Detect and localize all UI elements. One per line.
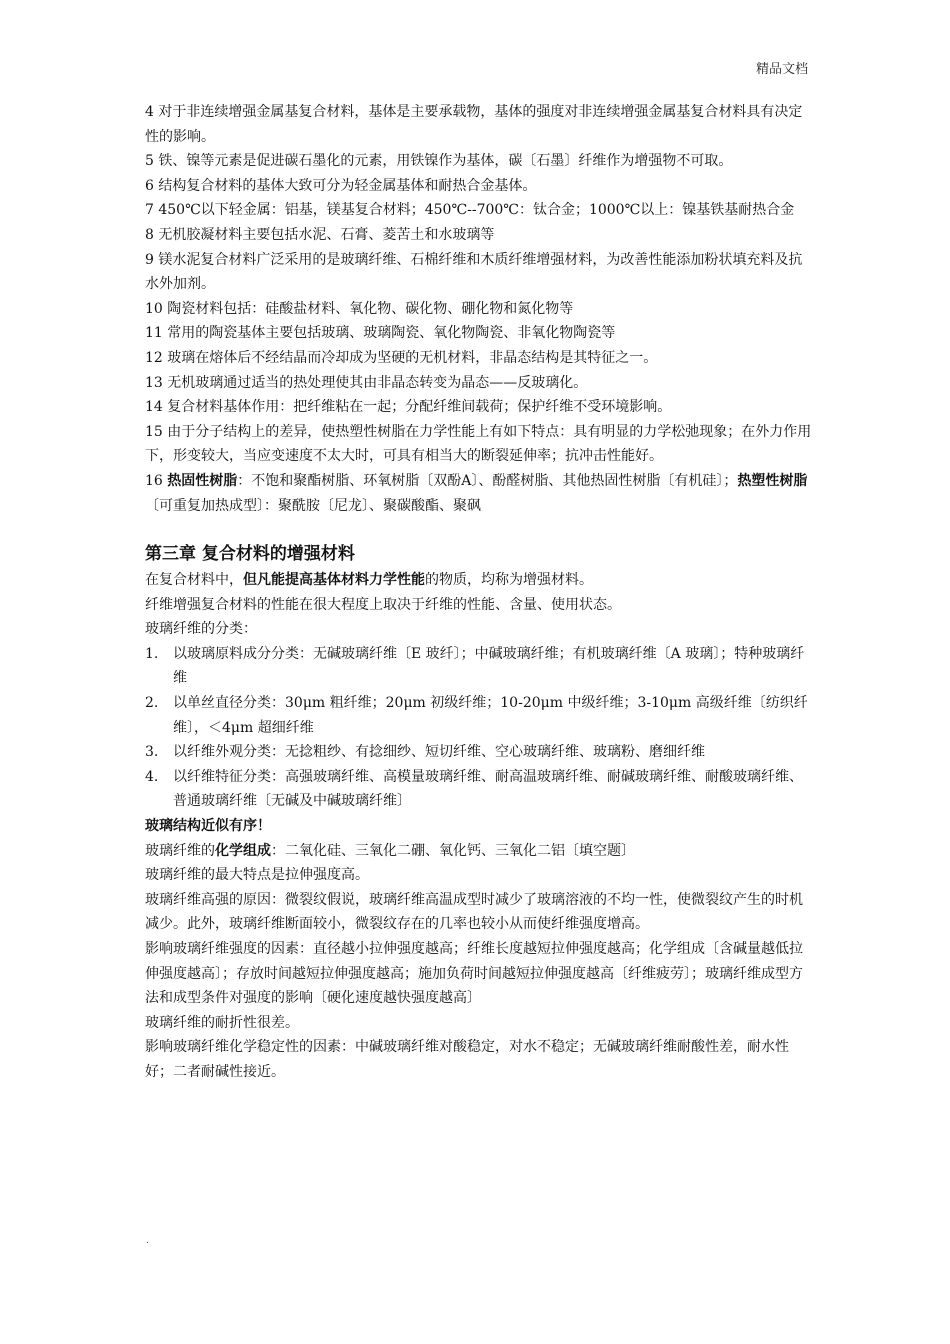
paragraph-item-15: 15 由于分子结构上的差异，使热塑性树脂在力学性能上有如下特点：具有明显的力学松弛现象；在外力作用下，形变较大，当应变速度不太大时，可具有相当大的断裂延伸率；抗冲击性能好。	[145, 423, 812, 465]
list-item-text: 以单丝直径分类：30μm 粗纤维；20μm 初级纤维；10-20μm 中级纤维；3-10μm 高级纤维〔纺织纤维〕，＜4μm 超细纤维	[173, 695, 808, 736]
item-16-text-1: ：不饱和聚酯树脂、环氧树脂〔双酚A〕、酚醛树脂、其他热固性树脂〔有机硅〕；	[237, 472, 738, 489]
paragraph-item-4: 4 对于非连续增强金属基复合材料，基体是主要承载物，基体的强度对非连续增强金属基复合材料具有决定性的影响。	[145, 104, 803, 145]
term-thermoset-resin: 热固性树脂	[167, 472, 238, 489]
bold-statement: 玻璃结构近似有序！	[145, 818, 271, 835]
page-header: 精品文档	[755, 62, 808, 77]
list-item-number: 1.	[145, 645, 159, 662]
list-item-text: 以纤维外观分类：无捻粗纱、有捻细纱、短切纤维、空心玻璃纤维、玻璃粉、磨细纤维	[173, 744, 705, 761]
paragraph-item-8: 8 无机胶凝材料主要包括水泥、石膏、菱苦土和水玻璃等	[145, 226, 495, 243]
chem-before: 玻璃纤维的	[145, 842, 215, 859]
paragraph-item-16	[145, 469, 815, 518]
list-item	[145, 740, 815, 765]
chem-bold: 化学组成	[215, 842, 271, 859]
paragraph-item-7: 7 450℃以下轻金属：铝基，镁基复合材料；450℃--700℃：钛合金；1000℃以上：镍基铁基耐热合金	[145, 202, 795, 219]
paragraph: 玻璃纤维高强的原因：微裂纹假说，玻璃纤维高温成型时减少了玻璃溶液的不均一性，使微裂纹产生的时机减少。此外，玻璃纤维断面较小，微裂纹存在的几率也较小从而使纤维强度增高。	[145, 891, 803, 933]
list-item	[145, 765, 815, 814]
classification-list	[145, 642, 815, 814]
paragraph: 影响玻璃纤维化学稳定性的因素：中碱玻璃纤维对酸稳定，对水不稳定；无碱玻璃纤维耐酸性差，耐水性好；二者耐碱性接近。	[145, 1039, 789, 1080]
term-thermoplastic-resin: 热塑性树脂	[737, 472, 808, 489]
chapter-title: 第三章 复合材料的增强材料	[145, 544, 355, 565]
paragraph-item-13: 13 无机玻璃通过适当的热处理使其由非晶态转变为晶态——反玻璃化。	[145, 374, 588, 391]
item-16-text-2: 〔可重复加热成型〕：聚酰胺〔尼龙〕、聚碳酸酯、聚砜	[145, 497, 481, 514]
intro-paragraph	[145, 568, 815, 593]
paragraph-item-9: 9 镁水泥复合材料广泛采用的是玻璃纤维、石棉纤维和木质纤维增强材料，为改善性能添加粉状填充料及抗水外加剂。	[145, 251, 803, 293]
paragraph-item-10: 10 陶瓷材料包括：硅酸盐材料、氧化物、碳化物、硼化物和氮化物等	[145, 300, 574, 317]
paragraph-item-11: 11 常用的陶瓷基体主要包括玻璃、玻璃陶瓷、氧化物陶瓷、非氧化物陶瓷等	[145, 325, 616, 342]
fiber-performance-paragraph: 纤维增强复合材料的性能在很大程度上取决于纤维的性能、含量、使用状态。	[145, 596, 621, 613]
list-item	[145, 691, 815, 740]
paragraph-item-6: 6 结构复合材料的基体大致可分为轻金属基体和耐热合金基体。	[145, 177, 537, 194]
paragraph: 影响玻璃纤维强度的因素：直径越小拉伸强度越高；纤维长度越短拉伸强度越高；化学组成〔含碱量越低拉伸强度越高〕；存放时间越短拉伸强度越高；施加负荷时间越短拉伸强度越高〔纤维疲劳〕；玻璃纤维成型方法和成型条件对强度的影响〔硬化速度越快强度越高〕	[145, 941, 803, 1007]
item-16-number: 16	[145, 472, 168, 489]
chemical-composition-paragraph	[145, 839, 815, 864]
list-item-number: 2.	[145, 695, 159, 712]
list-item-text: 以纤维特征分类：高强玻璃纤维、高模量玻璃纤维、耐高温玻璃纤维、耐碱玻璃纤维、耐酸玻璃纤维、普通玻璃纤维〔无碱及中碱玻璃纤维〕	[173, 768, 803, 810]
classification-heading: 玻璃纤维的分类：	[145, 621, 257, 638]
intro-after: 的物质，均称为增强材料。	[425, 572, 593, 589]
list-item-text: 以玻璃原料成分分类：无碱玻璃纤维〔E 玻纤〕；中碱玻璃纤维；有机玻璃纤维〔A 玻璃〕；特种玻璃纤维	[173, 645, 805, 687]
paragraph: 玻璃纤维的耐折性很差。	[145, 1014, 299, 1031]
paragraph: 玻璃纤维的最大特点是拉伸强度高。	[145, 867, 369, 884]
footer-mark: .	[146, 1236, 149, 1246]
paragraph-item-5: 5 铁、镍等元素是促进碳石墨化的元素，用铁镍作为基体，碳〔石墨〕纤维作为增强物不可取。	[145, 153, 733, 170]
paragraph-item-12: 12 玻璃在熔体后不经结晶而冷却成为坚硬的无机材料，非晶态结构是其特征之一。	[145, 349, 658, 366]
chem-after: ：二氧化硅、三氧化二硼、氧化钙、三氧化二铝〔填空题〕	[271, 842, 635, 859]
intro-bold: 但凡能提高基体材料力学性能	[243, 572, 425, 589]
intro-before: 在复合材料中，	[145, 572, 243, 589]
document-body	[145, 100, 815, 1085]
list-item-number: 3.	[145, 744, 159, 761]
list-item-number: 4.	[145, 768, 159, 785]
list-item	[145, 642, 815, 691]
paragraph-item-14: 14 复合材料基体作用：把纤维粘在一起；分配纤维间载荷；保护纤维不受环境影响。	[145, 399, 672, 416]
